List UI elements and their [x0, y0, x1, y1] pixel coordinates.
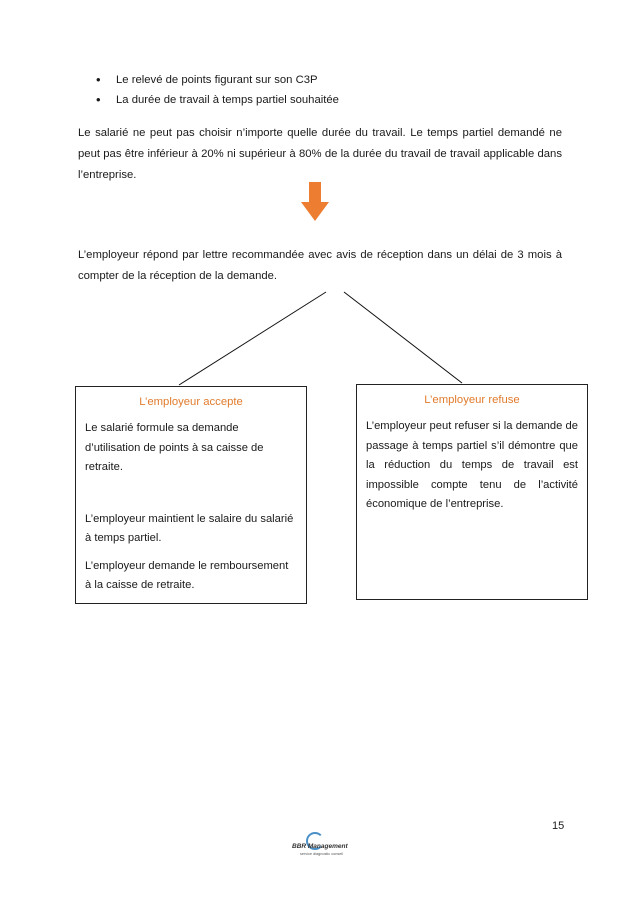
duration-paragraph: Le salarié ne peut pas choisir n’importe quelle durée du travail. Le temps partiel demandé ne peut pas être inférieur à 20% ni supérieur à 80% de la durée du travail de travail applicable dans l’entreprise.	[78, 127, 562, 181]
box-text: L’employeur demande le remboursement à la caisse de retraite.	[85, 559, 289, 591]
employer-response-paragraph: L’employeur répond par lettre recommandée avec avis de réception dans un délai de 3 mois à compter de la réception de la demande.	[78, 249, 562, 282]
logo-subtitle: service diagnostic conseil	[300, 852, 344, 856]
box-text: L’employeur maintient le salaire du salarié à temps partiel.	[85, 512, 294, 544]
requirements-list	[96, 70, 339, 110]
branch-line-left	[179, 292, 326, 385]
page-number: 15	[552, 820, 565, 832]
box-text: L’employeur peut refuser si la demande de passage à temps partiel s’il démontre que la réduction du temps de travail est impossible compte tenu de l’activité économique de l’entreprise.	[366, 420, 578, 510]
down-arrow-icon	[300, 182, 330, 222]
employer-accepts-box	[75, 386, 307, 604]
employer-refuses-box	[356, 384, 588, 600]
box-text: Le salarié formule sa demande d’utilisation de points à sa caisse de retraite.	[85, 422, 264, 473]
logo-name: BBR Management	[292, 843, 348, 850]
company-logo	[288, 832, 358, 862]
box-title: L’employeur accepte	[139, 396, 243, 408]
list-item: • Le relevé de points figurant sur son C3P	[96, 70, 339, 90]
branch-line-right	[344, 292, 462, 383]
box-title: L’employeur refuse	[424, 394, 520, 406]
list-item: • La durée de travail à temps partiel souhaitée	[96, 90, 339, 110]
